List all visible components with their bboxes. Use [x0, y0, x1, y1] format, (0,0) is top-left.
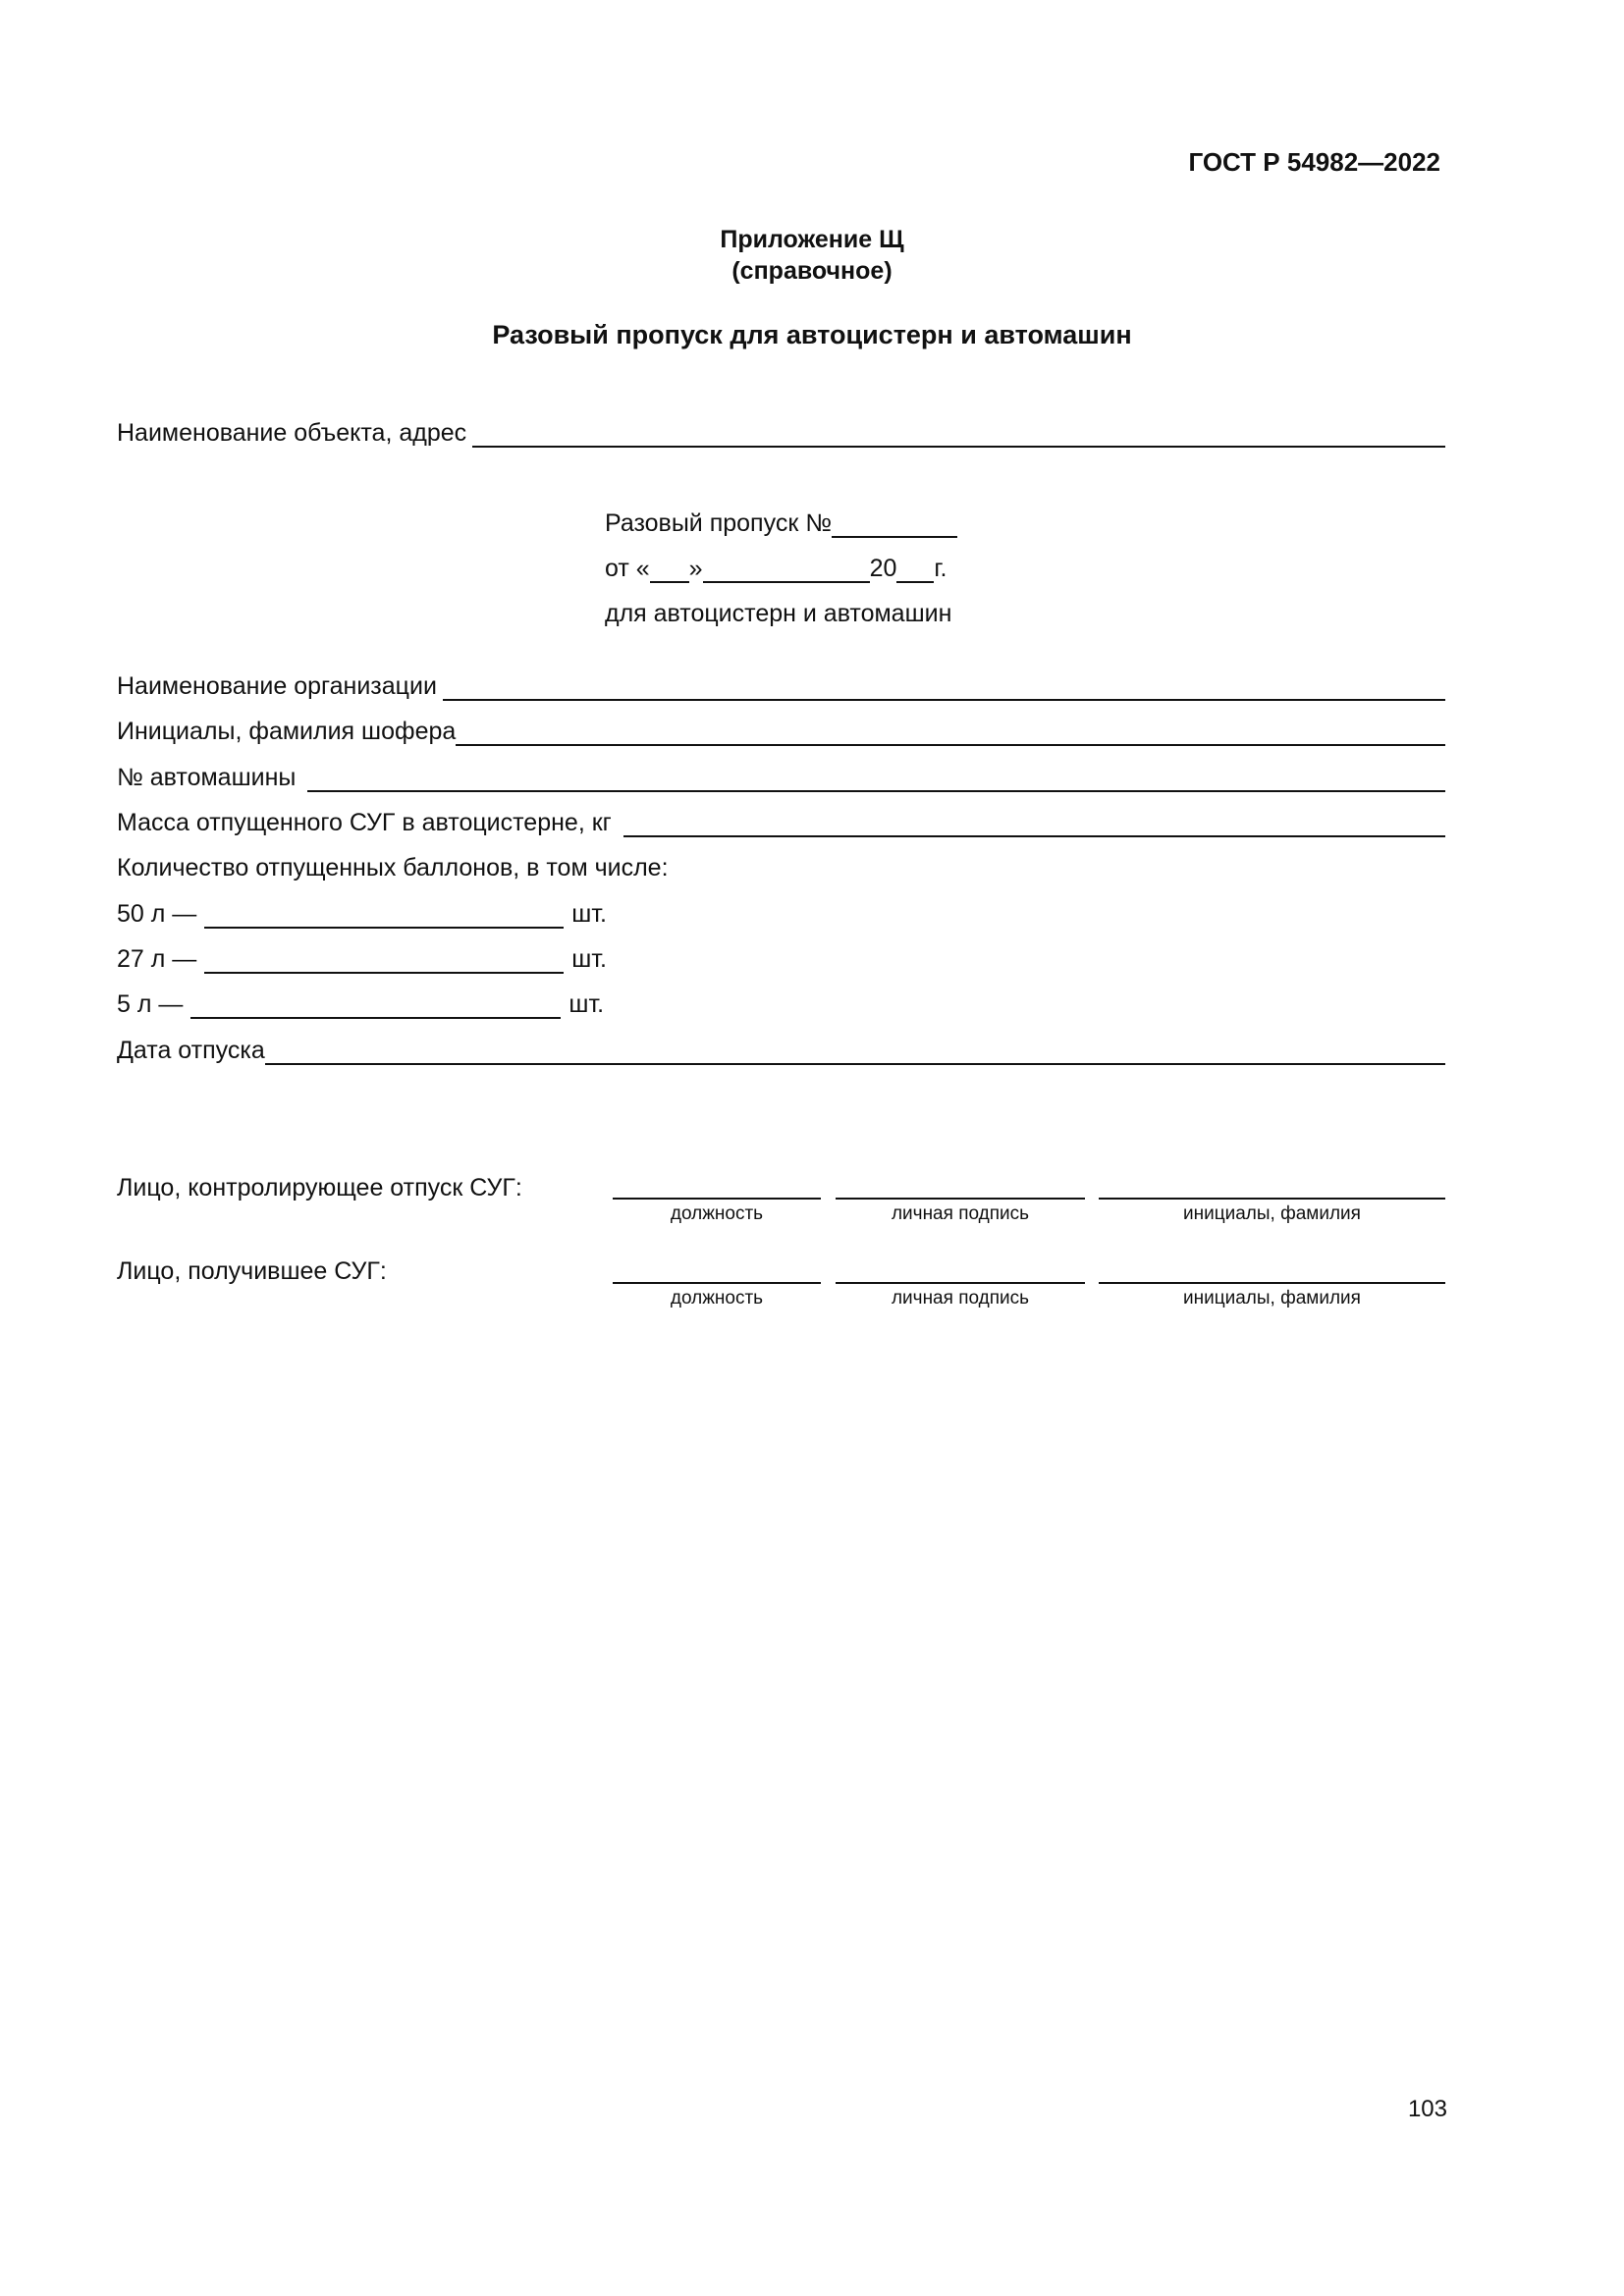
date-year-field[interactable] [896, 554, 934, 583]
driver-field[interactable] [456, 717, 1445, 746]
object-row [117, 412, 1445, 448]
controller-signature-field[interactable] [836, 1170, 1085, 1200]
appendix-title: Приложение Щ [720, 226, 904, 253]
date-month-field[interactable] [703, 554, 870, 583]
object-label: Наименование объекта, адрес [117, 419, 467, 447]
controller-position-field[interactable] [613, 1170, 821, 1200]
cylinder-27-field[interactable] [204, 944, 564, 974]
driver-row [117, 711, 1445, 746]
driver-label: Инициалы, фамилия шофера [117, 718, 457, 745]
pass-for-row [605, 593, 951, 628]
cylinder-5-unit: шт. [568, 990, 605, 1018]
date-prefix: от « [605, 555, 650, 582]
mass-label: Масса отпущенного СУГ в автоцистерне, кг [117, 809, 612, 836]
pass-number-row [605, 503, 957, 538]
release-date-field[interactable] [265, 1036, 1445, 1065]
receiver-position-caption: должность [670, 1288, 764, 1308]
date-year-prefix: 20 [869, 555, 897, 582]
receiver-label: Лицо, получившее СУГ: [117, 1257, 387, 1285]
cylinder-5-label: 5 л — [117, 990, 184, 1018]
cylinder-50-row [117, 893, 607, 929]
appendix-subtitle: (справочное) [731, 257, 893, 285]
release-date-row [117, 1030, 1445, 1065]
vehicle-label: № автомашины [117, 764, 297, 791]
receiver-signature-field[interactable] [836, 1255, 1085, 1284]
vehicle-row [117, 757, 1445, 792]
cylinders-row [117, 847, 669, 882]
organization-label: Наименование организации [117, 672, 437, 700]
controller-name-field[interactable] [1099, 1170, 1445, 1200]
controller-position-caption: должность [670, 1203, 764, 1224]
object-field[interactable] [472, 418, 1445, 448]
receiver-name-caption: инициалы, фамилия [1183, 1288, 1361, 1308]
release-date-label: Дата отпуска [117, 1037, 265, 1064]
receiver-position-field[interactable] [613, 1255, 821, 1284]
pass-date-row [605, 548, 947, 583]
cylinder-50-unit: шт. [571, 900, 607, 928]
receiver-name-field[interactable] [1099, 1255, 1445, 1284]
pass-number-field[interactable] [832, 508, 957, 538]
organization-field[interactable] [443, 671, 1445, 701]
cylinder-5-row [117, 984, 604, 1019]
pass-number-label: Разовый пропуск № [605, 509, 833, 537]
document-title: Разовый пропуск для автоцистерн и автомашин [492, 320, 1132, 349]
date-quote-close: » [688, 555, 703, 582]
standard-id: ГОСТ Р 54982—2022 [1188, 147, 1440, 177]
pass-for-label: для автоцистерн и автомашин [605, 600, 952, 627]
mass-row [117, 802, 1445, 837]
cylinder-5-field[interactable] [190, 989, 561, 1019]
controller-name-caption: инициалы, фамилия [1183, 1203, 1361, 1224]
cylinder-27-label: 27 л — [117, 945, 197, 973]
vehicle-field[interactable] [307, 763, 1445, 792]
controller-signature-caption: личная подпись [891, 1203, 1030, 1224]
date-day-field[interactable] [650, 554, 689, 583]
receiver-signature-caption: личная подпись [891, 1288, 1030, 1308]
mass-field[interactable] [623, 808, 1445, 837]
cylinder-50-field[interactable] [204, 899, 564, 929]
date-year-suffix: г. [934, 555, 947, 582]
cylinder-50-label: 50 л — [117, 900, 197, 928]
cylinder-27-unit: шт. [571, 945, 607, 973]
cylinders-label: Количество отпущенных баллонов, в том числе: [117, 854, 669, 881]
page-number: 103 [1407, 2096, 1447, 2122]
organization-row [117, 666, 1445, 701]
controller-label: Лицо, контролирующее отпуск СУГ: [117, 1174, 522, 1201]
cylinder-27-row [117, 938, 607, 974]
